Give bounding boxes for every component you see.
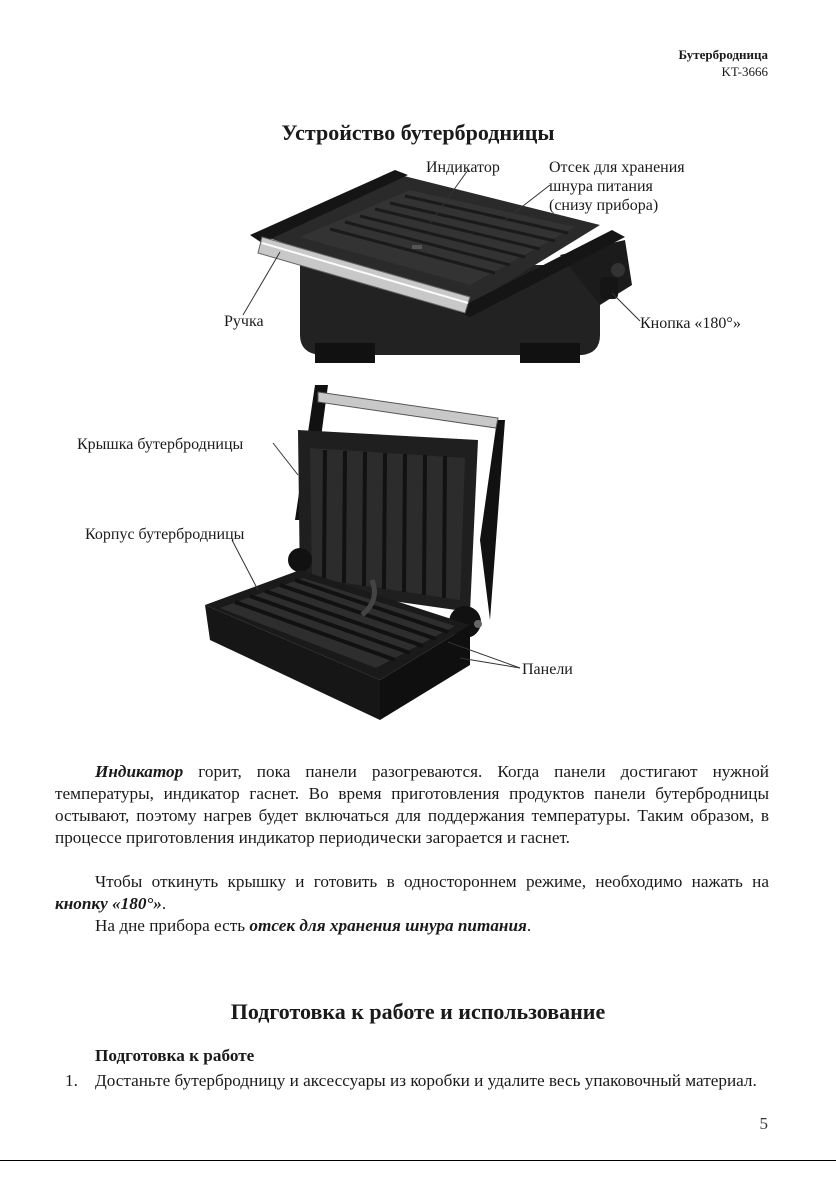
paragraph-cord: [55, 915, 769, 937]
page-number: 5: [759, 1114, 768, 1133]
term-indicator: Индикатор: [95, 762, 184, 781]
label-cord-compartment-1: Отсек для хранения: [549, 159, 685, 176]
paragraph-indicator: [55, 761, 769, 849]
closed-grill-illustration: [0, 165, 836, 395]
paragraph-button-end: .: [161, 894, 167, 913]
label-button-180: Кнопка «180°»: [640, 315, 741, 332]
label-lid: Крышка бутербродницы: [77, 436, 244, 453]
list-item-text: Достаньте бутербродницу и аксессуары из коробки и удалите весь упаковочный материал.: [95, 1071, 757, 1090]
open-grill-illustration: [0, 380, 836, 720]
subsection-title: Подготовка к работе: [95, 1046, 255, 1065]
list-item-number: 1.: [65, 1071, 78, 1090]
label-panels: Панели: [522, 661, 573, 678]
label-indicator: Индикатор: [426, 159, 500, 176]
label-handle: Ручка: [224, 313, 264, 330]
section-title-preparation: Подготовка к работе и использование: [230, 999, 606, 1024]
label-cord-compartment-2: шнура питания: [549, 178, 653, 195]
paragraph-button-text: Чтобы откинуть крышку и готовить в одностороннем режиме, необходимо нажать на: [95, 872, 769, 891]
paragraph-cord-text: На дне прибора есть: [95, 916, 250, 935]
term-cord-compartment: отсек для хранения шнура питания: [249, 916, 527, 935]
label-cord-compartment-3: (снизу прибора): [549, 197, 659, 214]
section-title-device: Устройство бутербродницы: [281, 120, 555, 145]
paragraph-button: [55, 871, 769, 915]
label-body: Корпус бутербродницы: [85, 526, 245, 543]
paragraph-indicator-text: горит, пока панели разогреваются. Когда панели достигают нужной температуры, индикатор гаснет. Во время приготовления продуктов панели бутербродницы остывают, поэтому нагрев будет включаться для поддержания температуры. Таким образом, в процессе приготовления индикатор периодически загорается и гаснет.: [55, 762, 769, 847]
header-model: KT-3666: [721, 64, 768, 79]
paragraph-cord-end: .: [526, 916, 532, 935]
header-product: Бутербродница: [678, 47, 768, 62]
bottom-rule: [0, 1160, 836, 1161]
page-header: [678, 46, 768, 80]
list-item: [55, 1070, 769, 1092]
term-button-180: кнопку «180°»: [55, 894, 162, 913]
